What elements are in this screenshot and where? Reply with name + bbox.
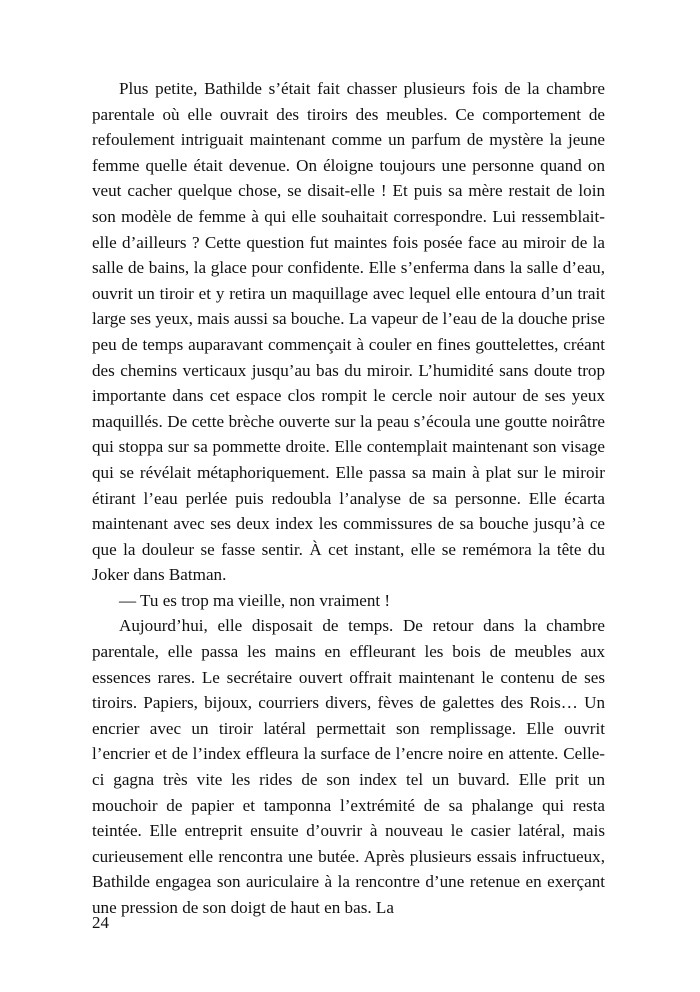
paragraph-dialogue: — Tu es trop ma vieille, non vraiment ! xyxy=(119,590,391,610)
paragraph-1: Plus petite, Bathilde s’était fait chasser plusieurs fois de la chambre parentale où elle ouvrait des tiroirs des meubles. Ce comportement de refoulement intriguait maintenant comme un parfum de mystère la jeune femme quelle était devenue. On éloigne toujours une personne quand on veut cacher quelque chose, se disait-elle ! Et puis sa mère restait de loin son modèle de femme à qui elle souhaitait correspondre. Lui ressemblait-elle d’ailleurs ? Cette question fut maintes fois posée face au miroir de la salle de bains, la glace pour confidente. Elle s’enferma dans la salle d’eau, ouvrit un tiroir et y retira un maquillage avec lequel elle entoura d’un trait large ses yeux, mais aussi sa bouche. La vapeur de l’eau de la douche prise peu de temps auparavant commençait à couler en fines gouttelettes, créant des chemins verticaux jusqu’au bas du miroir. L’humidité sans doute trop importante dans cet espace clos rompit le cercle noir autour de ses yeux maquillés. De cette brèche ouverte sur la peau s’écoula une goutte noirâtre qui stoppa sur sa pommette droite. Elle contemplait maintenant son visage qui se révélait métaphoriquement. Elle passa sa main à plat sur le miroir étirant l’eau perlée puis redoubla l’analyse de sa personne. Elle écarta maintenant avec ses deux index les commissures de sa bouche jusqu’à ce que la douleur se fasse sentir. À cet instant, elle se remémora la tête du Joker dans Batman. xyxy=(92,79,605,585)
page-number: 24 xyxy=(92,913,109,932)
page-body xyxy=(92,76,605,921)
paragraph-2: Aujourd’hui, elle disposait de temps. De retour dans la chambre parentale, elle passa les mains en effleurant les bois de meubles aux essences rares. Le secrétaire ouvert offrait maintenant le contenu de ses tiroirs. Papiers, bijoux, courriers divers, fèves de galettes des Rois… Un encrier avec un tiroir latéral permettait son remplissage. Elle ouvrit l’encrier et de l’index effleura la surface de l’encre noire en attente. Celle-ci gagna très vite les rides de son index tel un buvard. Elle prit un mouchoir de papier et tamponna l’extrémité de sa phalange qui resta teintée. Elle entreprit ensuite d’ouvrir à nouveau le casier latéral, mais curieusement elle rencontra une butée. Après plusieurs essais infructueux, Bathilde engagea son auriculaire à la rencontre d’une retenue en exerçant une pression de son doigt de haut en bas. La xyxy=(92,616,605,917)
